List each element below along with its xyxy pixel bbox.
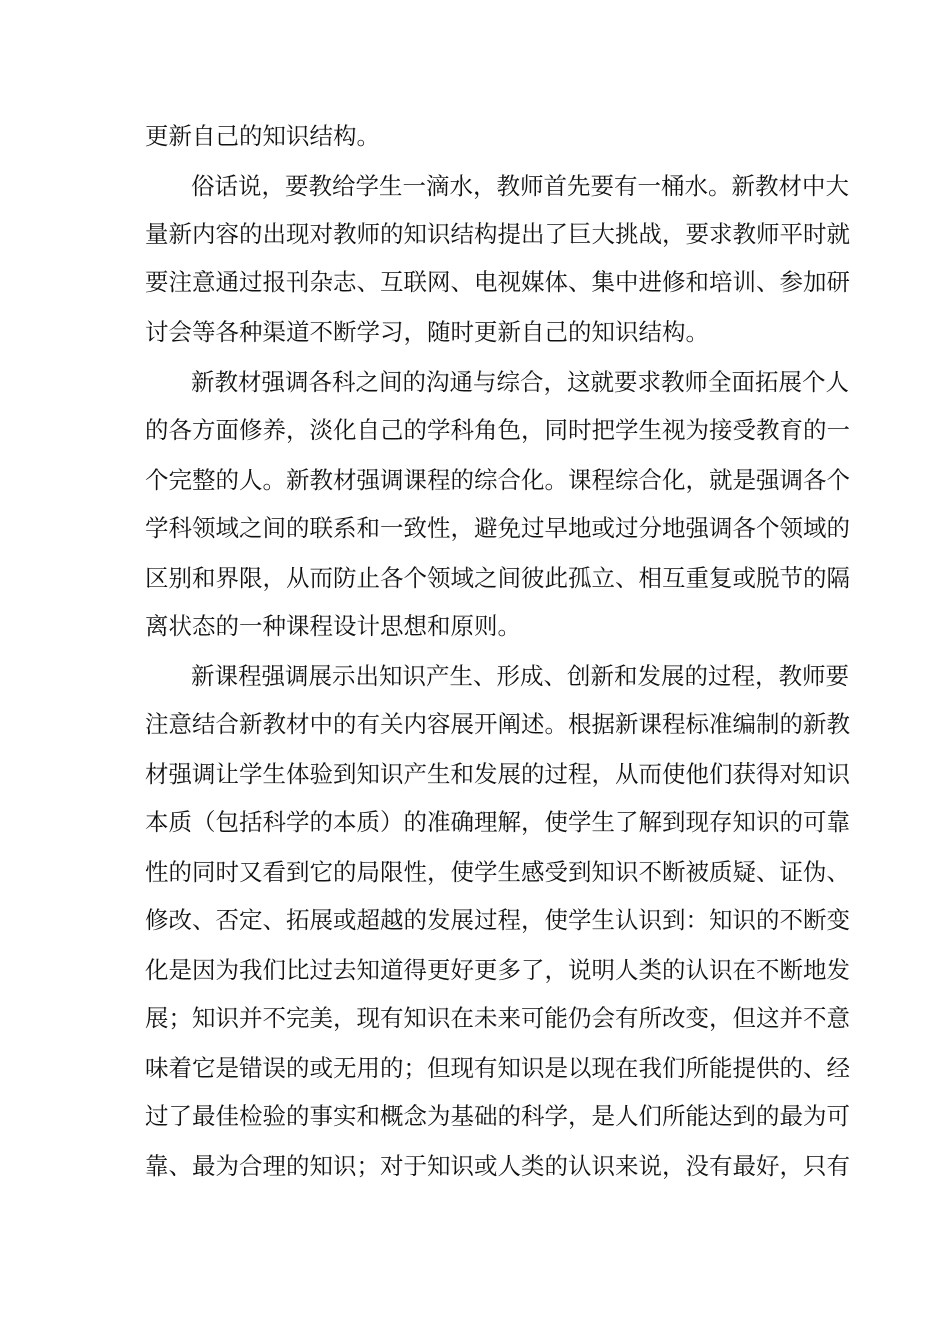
text-line: 区别和界限，从而防止各个领域之间彼此孤立、相互重复或脱节的隔	[145, 564, 850, 592]
text-line: 要注意通过报刊杂志、互联网、电视媒体、集中进修和培训、参加研	[145, 268, 850, 296]
text-line: 学科领域之间的联系和一致性，避免过早地或过分地强调各个领域的	[145, 514, 850, 542]
text-line: 本质（包括科学的本质）的准确理解，使学生了解到现存知识的可靠	[145, 808, 850, 836]
text-line: 靠、最为合理的知识；对于知识或人类的认识来说，没有最好，只有	[145, 1152, 850, 1180]
text-line: 讨会等各种渠道不断学习，随时更新自己的知识结构。	[145, 318, 709, 346]
paragraph-first-line: 俗话说，要教给学生一滴水，教师首先要有一桶水。新教材中大	[191, 172, 849, 200]
text-line: 离状态的一种课程设计思想和原则。	[145, 612, 521, 640]
text-line: 量新内容的出现对教师的知识结构提出了巨大挑战，要求教师平时就	[145, 220, 850, 248]
text-line: 过了最佳检验的事实和概念为基础的科学，是人们所能达到的最为可	[145, 1102, 850, 1130]
paragraph-first-line: 新教材强调各科之间的沟通与综合，这就要求教师全面拓展个人	[191, 368, 849, 396]
text-line: 个完整的人。新教材强调课程的综合化。课程综合化，就是强调各个	[145, 466, 850, 494]
text-line: 的各方面修养，淡化自己的学科角色，同时把学生视为接受教育的一	[145, 416, 850, 444]
paragraph-first-line: 新课程强调展示出知识产生、形成、创新和发展的过程，教师要	[191, 662, 849, 690]
text-line: 展；知识并不完美，现有知识在未来可能仍会有所改变，但这并不意	[145, 1004, 850, 1032]
text-line: 材强调让学生体验到知识产生和发展的过程，从而使他们获得对知识	[145, 760, 850, 788]
text-line: 修改、否定、拓展或超越的发展过程，使学生认识到：知识的不断变	[145, 906, 850, 934]
text-line: 注意结合新教材中的有关内容展开阐述。根据新课程标准编制的新教	[145, 710, 850, 738]
text-line: 味着它是错误的或无用的；但现有知识是以现在我们所能提供的、经	[145, 1054, 850, 1082]
text-line: 化是因为我们比过去知道得更好更多了，说明人类的认识在不断地发	[145, 956, 850, 984]
text-line: 更新自己的知识结构。	[145, 122, 380, 150]
text-line: 性的同时又看到它的局限性，使学生感受到知识不断被质疑、证伪、	[145, 858, 850, 886]
